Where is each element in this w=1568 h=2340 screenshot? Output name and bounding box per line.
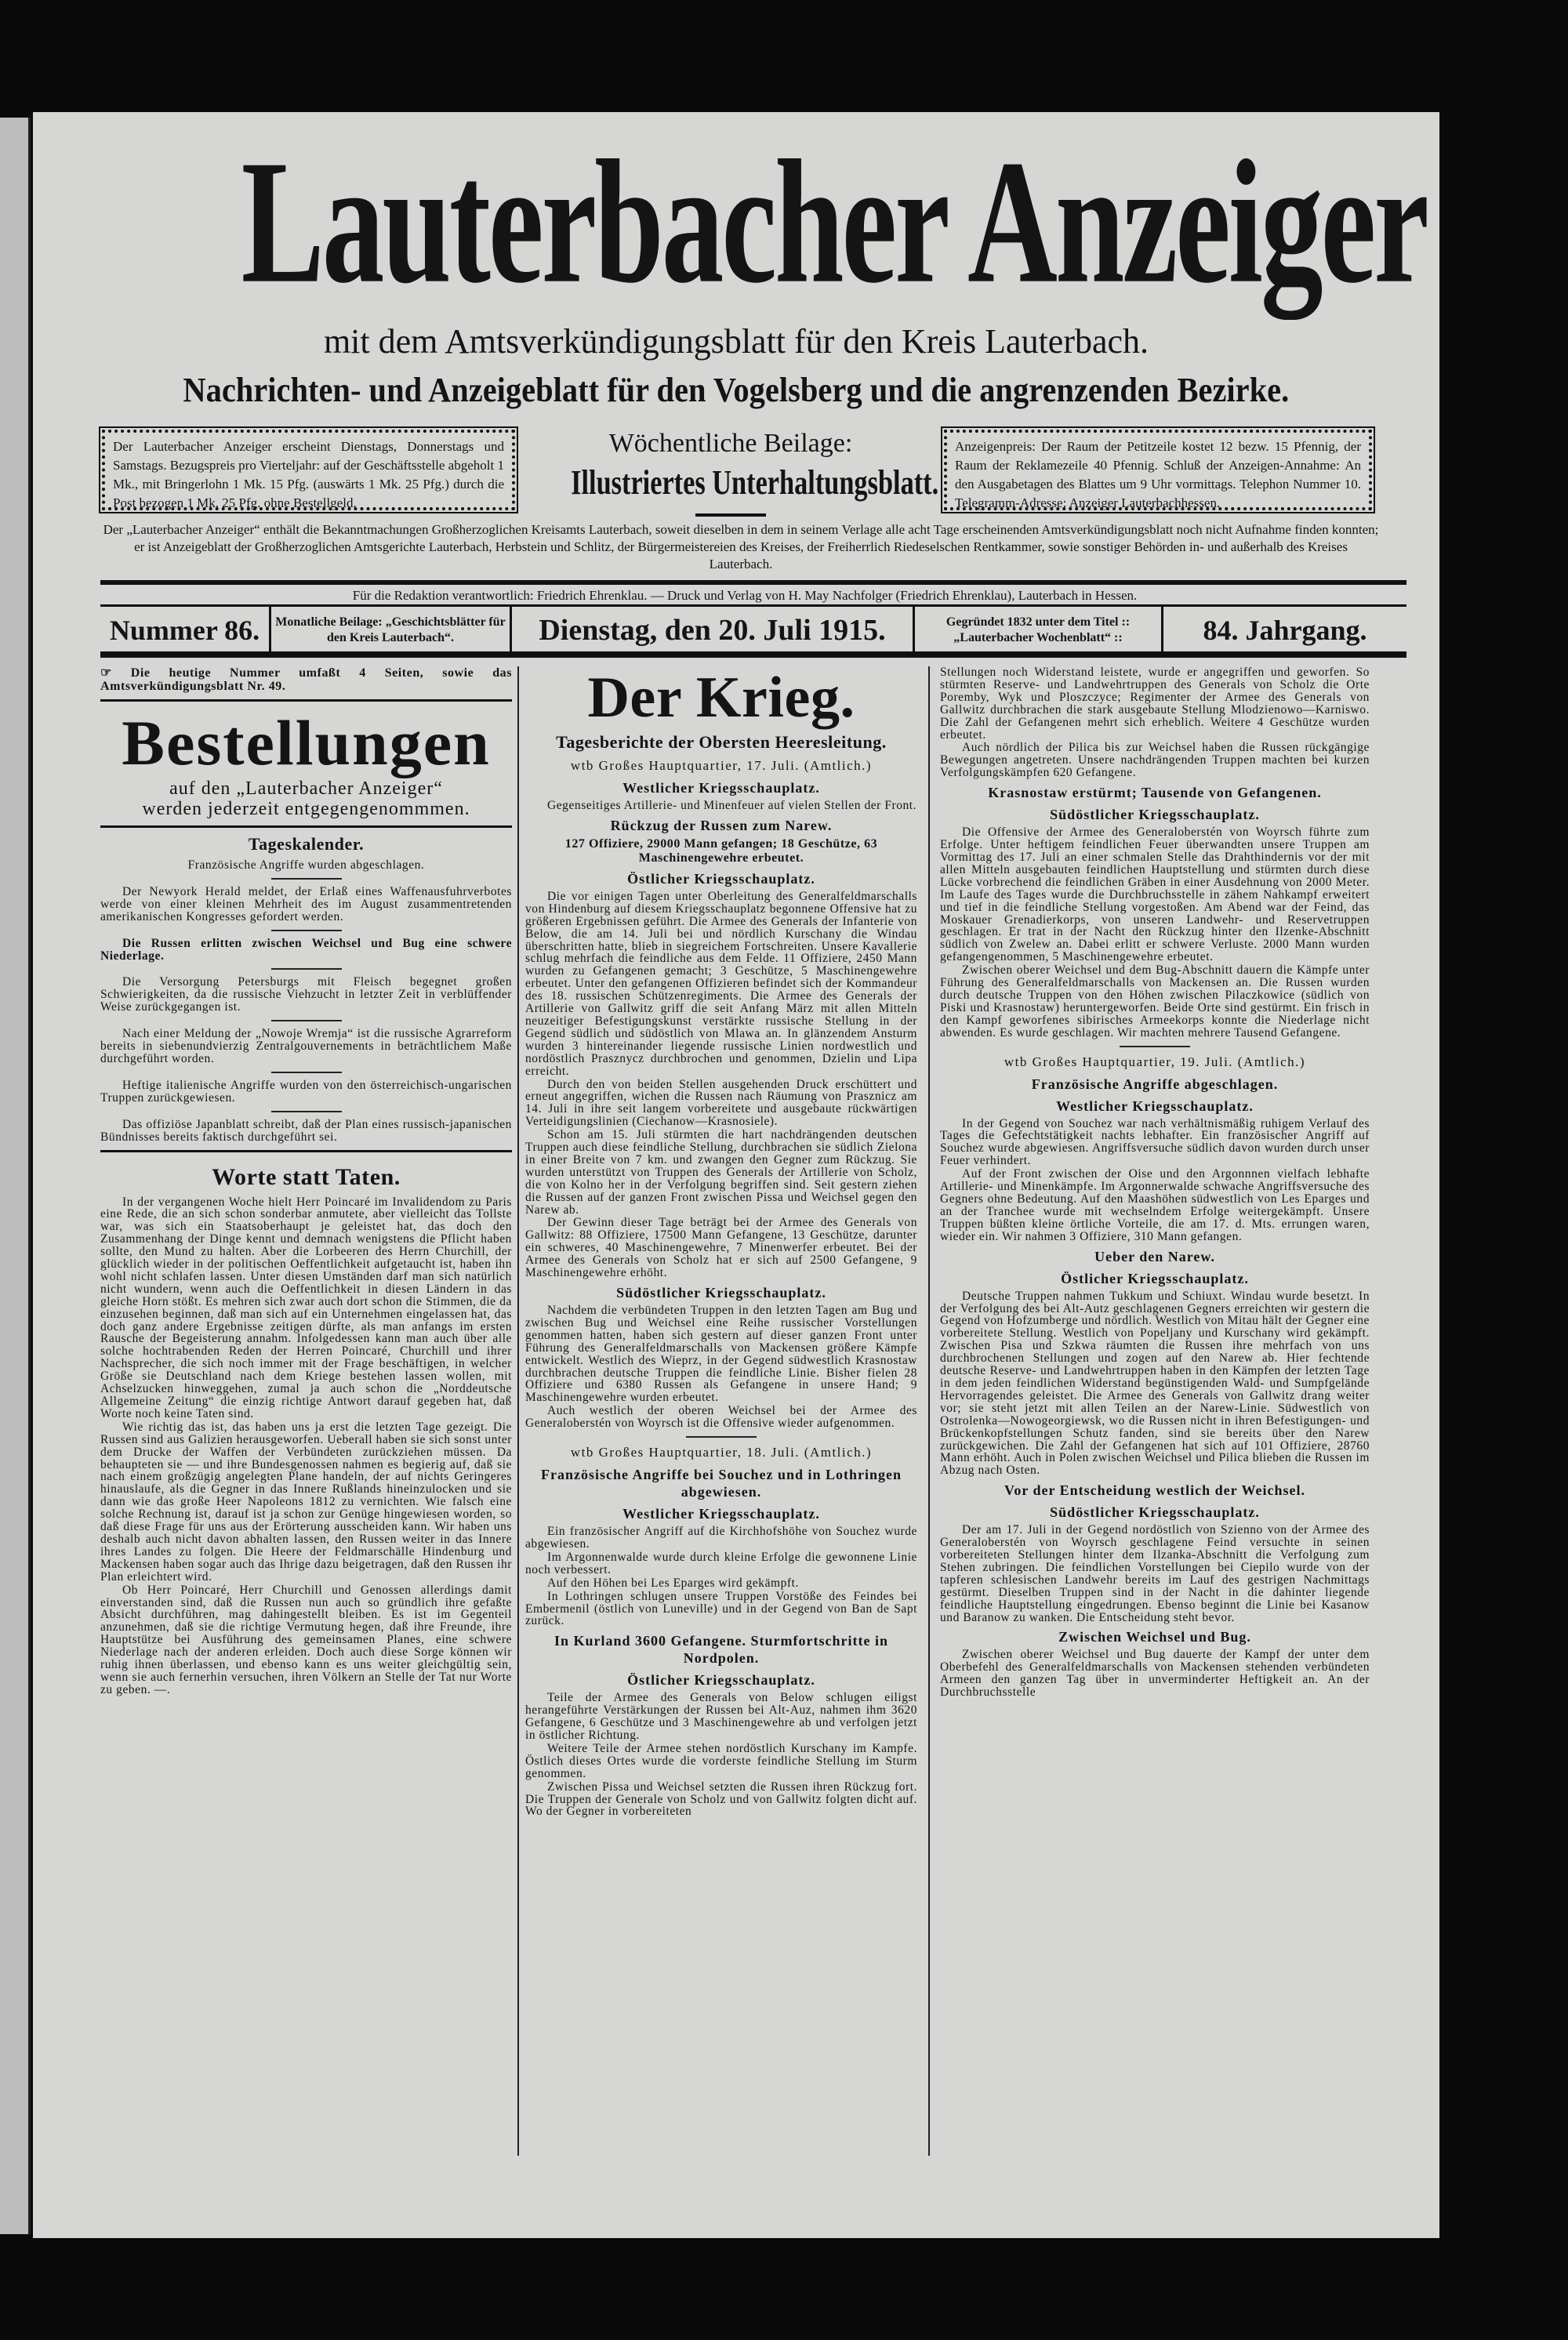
paragraph: In der Gegend von Souchez war nach verhältnismäßig ruhigem Verlauf des Tages die Gefechtstätigkeit nachts lebhafter. Ein französischer Angriff auf Souchez wurde abgewiesen. Angriffsversuche südlich davon wurden durch unser Feuer verhindert. <box>940 1116 1370 1168</box>
section-heading: Östlicher Kriegsschauplatz. <box>1061 1270 1249 1286</box>
divider <box>100 651 1406 658</box>
paragraph: Durch den von beiden Stellen ausgehenden Druck erschüttert und erneut angegriffen, wichen die Russen nach Räumung von Prasznicz am 14. Juli in ihre seit langem vorbereitete und ausgebaute rückwärtigen Verteidigungslinien (Ciechanow—Krasnosiele). <box>525 1077 917 1129</box>
section-heading: Krasnostaw erstürmt; Tausende von Gefangenen. <box>988 785 1322 801</box>
paragraph: Auf der Front zwischen der Oise und den Argonnnen vielfach lebhafte Artillerie- und Minenkämpfe. Im Argonnerwalde schwache Angriffsversuche des Gegners ohne Bedeutung. Auf den Maashöhen südwestlich von Les Eparges und an der Tranchee wurde mit wechselndem Erfolge weitergekämpft. Unsere Truppen büßten kleine örtliche Vorteile, die am 17. d. Mts. errungen waren, wieder ein. Wir nahmen 3 Offiziere, 310 Mann gefangen. <box>940 1167 1370 1243</box>
paragraph: Der Gewinn dieser Tage beträgt bei der Armee des Generals von Gallwitz: 88 Offiziere, 17500 Mann Gefangene, 13 Geschütze, darunter ein schweres, 40 Maschinengewehre, 7 Minenwerfer erbeutet. Bei der Armee des Generals von Scholz hat er sich auf 2500 Gefangene, 9 Maschinengewehre erhöht. <box>525 1216 917 1280</box>
section-heading: Französische Angriffe bei Souchez und in Lothringen abgewiesen. <box>540 1467 902 1500</box>
divider <box>271 968 342 970</box>
subscription-info-box: Der Lauterbacher Anzeiger erscheint Dienstags, Donnerstags und Samstags. Bezugspreis pro Vierteljahr: auf der Geschäftsstelle abgeholt 1 Mk., mit Bringerlohn 1 Mk. 15 Pfg. (auswärts 1 Mk. 25 Pfg.) durch die Post bezogen 1 Mk. 25 Pfg. ohne Bestellgeld. <box>102 430 515 510</box>
divider <box>100 580 1406 585</box>
section-heading: Südöstlicher Kriegsschauplatz. <box>1050 807 1260 823</box>
paragraph: Nach einer Meldung der „Nowoje Wremja“ ist die russische Agrarreform bereits in siebenundvierzig Zentralgouvernements in beträchtlichem Maße durchgeführt worden. <box>100 1027 512 1065</box>
paragraph: Teile der Armee des Generals von Below schlugen eiligst herangeführte Verstärkungen der Russen bei Alt-Auz, nahmen ihm 3620 Gefangene, 6 Geschütze und 3 Maschinengewehre ab und verfolgen jetzt in östlicher Richtung. <box>525 1691 917 1743</box>
divider <box>271 1111 342 1112</box>
issue-number: Nummer 86. <box>100 607 271 654</box>
column-divider <box>517 666 519 2156</box>
paragraph: Heftige italienische Angriffe wurden von den österreichisch-ungarischen Truppen zurückgewiesen. <box>100 1078 512 1105</box>
section-heading: Zwischen Weichsel und Bug. <box>1058 1629 1251 1645</box>
paragraph: Auch nördlich der Pilica bis zur Weichsel haben die Russen rückgängige Bewegungen angetreten. Unsere nachdrängenden Truppen machten bei kurzen Verfolgungskämpfen 620 Gefangene. <box>940 741 1370 780</box>
paragraph: In der vergangenen Woche hielt Herr Poincaré im Invalidendom zu Paris eine Rede, die an sich schon sonderbar anmutete, aber vielleicht das Tollste war, was sich ein Staatsoberhaupt je geleistet hat, das doch den Zusammenhang der Dinge kennt und demnach wenigstens die Pflicht haben sollte, den Mund zu halten. Aber die Lorbeeren des Herrn Churchill, der glücklich wieder in der politischen Oeffentlichkeit aufgetaucht ist, haben ihn wohl nicht schlafen lassen. Unter diesen Umständen darf man sich natürlich nicht wundern, wenn auch die Oeffentlichkeit in diesen Ländern in das gleiche Horn stößt. Es mehren sich zwar auch dort schon die Stimmen, die da einzusehen beginnen, daß man sich auf ein Unternehmen eingelassen hat, das doch ganz andere Ergebnisse zeitigen dürfte, als man anfangs im ersten Rausche der Begeisterung annahm. Infolgedessen kann man auch über alle solche hochtrabenden Reden der Herren Poincaré, Churchill und ihrer Nachsprecher, die sich noch immer mit der Frage beschäftigen, in welcher Größe sie Deutschland nach dem Kriege bestehen lassen wollen, mit Achselzucken hinweggehen, zumal ja auch schon die „Norddeutsche Allgemeine Zeitung“ die einzig richtige Antwort darauf gegeben hat, daß Worte noch keine Taten sind. <box>100 1195 512 1420</box>
paragraph: Nachdem die verbündeten Truppen in den letzten Tagen am Bug und zwischen Bug und Weichsel eine Reihe russischer Vorstellungen genommen hatten, haben sich gestern auf dieser ganzen Front unter Führung des Generalfeldmarschalls von Mackensen größere Kämpfe entwickelt. Westlich des Wieprz, in der Gegend südwestlich Krasnostaw durchbrachen deutsche Truppen die feindliche Linie. Bisher fielen 28 Offiziere und 6380 Russen als Gefangene in unsere Hand; 9 Maschinengewehre wurden erbeutet. <box>525 1304 917 1405</box>
advertising-info-box: Anzeigenpreis: Der Raum der Petitzeile kostet 12 bezw. 15 Pfennig, der Raum der Reklamezeile 40 Pfennig. Schluß der Anzeigen-Annahme: An den Ausgabetagen des Blattes um 9 Uhr vormittags. Telephon Nummer 10. Telegramm-Adresse: Anzeiger Lauterbachhessen. <box>944 430 1372 510</box>
subheadline: auf den „Lauterbacher Anzeiger“ <box>169 778 443 799</box>
paragraph: Auf den Höhen bei Les Eparges wird gekämpft. <box>547 1576 799 1590</box>
masthead-subtitle: mit dem Amtsverkündigungsblatt für den Kreis Lauterbach. <box>323 322 1149 361</box>
issue-bar <box>100 604 1406 654</box>
paragraph: Der am 17. Juli in der Gegend nordöstlich von Szienno von der Armee des Generaloberstén von Woyrsch geschlagene Feind versuchte in seinen vorbereiteten Stellungen hinter dem Ilzanka-Abschnitt die Verfolgung zum Stehen zubringen. Die feindlichen Vorstellungen bei Ciepilo wurde von der tapferen schlesischen Landwehr bereits im Lauf des gestrigen Nachmittags gestürmt. Dieselben Truppen sind in der Nacht in die dahinter liegende feindliche Hauptstellung eingedrungen. Ebenso beginnt die Linie bei Kasanow und Baranow zu wanken. Die Entscheidung steht bevor. <box>940 1523 1370 1624</box>
imprint-line: Für die Redaktion verantwortlich: Friedrich Ehrenklau. — Druck und Verlag von H. May Nachfolger (Friedrich Ehrenklau), Lauterbach in Hessen. <box>352 588 1138 603</box>
column-left <box>100 666 512 2156</box>
section-heading: Östlicher Kriegsschauplatz. <box>627 1672 815 1689</box>
section-heading: Tageskalender. <box>248 834 365 854</box>
masthead-tagline <box>33 371 1439 410</box>
paragraph: Die Russen erlitten zwischen Weichsel und Bug eine schwere Niederlage. <box>100 936 512 963</box>
paragraph: In Lothringen schlugen unsere Truppen Vorstöße des Feindes bei Embermenil (östlich von Luneville) und in der Gegend von Ban de Sapt zurück. <box>525 1589 917 1628</box>
section-heading: Östlicher Kriegsschauplatz. <box>627 870 815 887</box>
paragraph: Stellungen noch Widerstand leistete, wurde er angegriffen und geworfen. So stürmten Reserve- und Landwehrtruppen des Generals von Scholz die Orte Poremby, Wyk und Ploszczyce; Regimenter der Armee des Generals von Gallwitz durchbrachen die stark ausgebaute Stellung Mlodzienowo—Karniswo. Die Zahl der Gefangenen mehrt sich erheblich. Weitere 4 Geschütze wurden erbeutet. <box>940 666 1370 742</box>
section-heading: Tagesberichte der Obersten Heeresleitung. <box>556 732 887 752</box>
masthead-title <box>33 123 1439 320</box>
section-heading: Westlicher Kriegsschauplatz. <box>1056 1097 1254 1114</box>
paragraph: Das offiziöse Japanblatt schreibt, daß der Plan eines russisch-japanischen Bündnisses bereits faktisch durchgeführt sei. <box>100 1117 512 1144</box>
paragraph: Wie richtig das ist, das haben uns ja erst die letzten Tage gezeigt. Die Russen sind aus Galizien herausgeworfen. Ueberall haben sie sich sonst unter dem Drucke der Waffen der Verbündeten zurückziehen müssen. Da behaupteten sie — und ihre Bundesgenossen nahmen es begierig auf, daß sie nach einem großzügig angelegten Plane handeln, der auf nichts Geringeres hinauslaufe, als die Gegner in das Innere Rußlands hineinzulocken und sie dann wie das große Heer Napoleons 1812 zu vernichten. Wie falsch eine solche Rechnung ist, darauf ist ja schon zur Genüge hingewiesen worden, so daß diese Frage für uns aus der Erörterung ausscheiden kann. Wir haben uns deshalb auch nicht davon abhalten lassen, den Russen weiter in das Innere ihres Landes zu folgen. Die Heere der Feldmarschälle Hindenburg und Mackensen haben sogar auch das Ihrige dazu beigetragen, daß den Russen ihr Plan erleichtert wird. <box>100 1420 512 1584</box>
paragraph: Französische Angriffe wurden abgeschlagen. <box>187 858 425 872</box>
paragraph: Schon am 15. Juli stürmten die hart nachdrängenden deutschen Truppen auch diese feindliche Stellung, durchbrachen sie südlich Zielona in einer Breite von 7 km. und zwangen den Gegner zum Rückzug. Sie wurden unterstützt von Truppen des Generals der Artillerie von Scholz, die von Kolno her in der Verfolgung begriffen sind. Seit gestern ziehen die Russen auf der ganzen Front zwischen Pissa und Weichsel gegen den Narew ab. <box>525 1128 917 1217</box>
section-heading: In Kurland 3600 Gefangene. Sturmfortschritte in Nordpolen. <box>554 1633 888 1667</box>
divider <box>271 930 342 931</box>
paragraph: Gegenseitiges Artillerie- und Minenfeuer auf vielen Stellen der Front. <box>547 799 917 812</box>
divider <box>271 1020 342 1021</box>
volume-year: 84. Jahrgang. <box>1203 615 1367 646</box>
monthly-supplement: Monatliche Beilage: „Geschichtsblätter für den Kreis Lauterbach“. <box>271 607 512 654</box>
divider <box>686 1436 757 1438</box>
subheadline: 127 Offiziere, 29000 Mann gefangen; 18 Geschütze, 63 Maschinengewehre erbeutet. <box>564 836 878 865</box>
paragraph: Die Offensive der Armee des Generaloberstén von Woyrsch führte zum Erfolge. Unter heftigem feindlichen Feuer überwandten unsere Truppen am Vormittag des 17. Juli an einer schmalen Stelle das Drahthindernis vor der mit allen Mitteln ausgebauten feindlichen Hauptstellung und stürmten durch diese Lücke vorbrechend die feindlichen Gräben in einer Ausdehnung von 2000 Meter. Im Laufe des Tages wurde die Durchbruchsstelle in zähem Nahkampf erweitert und tief in die feindliche Stellung vorgestoßen. Am Abend war der Feind, das Moskauer Grenadierkorps, von unseren Landwehr- und Reservetruppen geschlagen. Er trat in der Nacht den Rückzug hinter den Ilzenke-Abschnitt südlich von Zwelew an. Dabei erlitt er schwere Verluste. 2000 Mann wurden gefangengenommen, 5 Maschinengewehre erbeutet. <box>940 825 1370 964</box>
supplement-title <box>519 463 942 502</box>
paragraph: Die Versorgung Petersburgs mit Fleisch begegnet großen Schwierigkeiten, da die russische Viehzucht in letzter Zeit in verblüffender Weise zurückgegangen ist. <box>100 975 512 1014</box>
paragraph: Der Newyork Herald meldet, der Erlaß eines Waffenausfuhrverbotes werde von einer kleinen Mehrheit des im August zusammentretenden amerikanischen Kongresses gefordert werden. <box>100 884 512 923</box>
supplement-label: Wöchentliche Beilage: <box>608 429 853 458</box>
column-divider <box>928 666 930 2156</box>
subheadline: werden jederzeit entgegengenommmen. <box>142 799 470 819</box>
newspaper-page <box>33 112 1439 2238</box>
divider <box>100 699 512 702</box>
paragraph: Im Argonnenwalde wurde durch kleine Erfolge die gewonnene Linie noch verbessert. <box>525 1550 917 1576</box>
article-title: Worte statt Taten. <box>212 1163 401 1190</box>
paragraph: Ob Herr Poincaré, Herr Churchill und Genossen allerdings damit einverstanden sind, daß die Russen nun auch so gründlich ihre gefaßte Absicht durchführen, mag dahingestellt bleiben. Es ist im Gegenteil anzunehmen, daß sie die richtige Vermutung hegen, daß ihre Freunde, ihre Hauptstütze bei Ausführung des gemeinsamen Planes, eine schwere Niederlage nach der anderen erleiden. Doch auch diese Sorge können wir ruhig ihnen überlassen, und ebenso kann es uns weiter gleichgültig sein, wenn sie auch fernerhin versuchen, ihren Völkern an Stelle der Tat nur Worte zu geben. —. <box>100 1583 512 1696</box>
founding-note: Gegründet 1832 unter dem Titel :: „Lauterbacher Wochenblatt“ :: <box>915 607 1163 654</box>
divider <box>1120 1046 1190 1047</box>
section-heading: Rückzug der Russen zum Narew. <box>610 817 833 833</box>
divider <box>100 1150 512 1152</box>
section-heading: Westlicher Kriegsschauplatz. <box>622 1506 820 1522</box>
section-heading: Südöstlicher Kriegsschauplatz. <box>1050 1504 1260 1521</box>
headline: Der Krieg. <box>587 666 855 730</box>
divider <box>271 1072 342 1073</box>
dateline: wtb Großes Hauptquartier, 19. Juli. (Amtlich.) <box>1004 1054 1306 1069</box>
paragraph: Die vor einigen Tagen unter Oberleitung des Generalfeldmarschalls von Hindenburg auf diesem Kriegsschauplatz begonnene Offensive hat zu größeren Ergebnissen geführt. Die Armee des Generals der Infanterie von Below, die am 14. Juli bei und nördlich Kurschany die Windau überschritten hatte, blieb in siegreichem Fortschreiten. Unsere Kavallerie schlug mehrfach die feindliche aus dem Felde. 11 Offiziere, 2450 Mann wurden zu Gefangenen gemacht; 3 Geschütze, 5 Maschinengewehre erbeutet. Unter den gefangenen Offizieren befindet sich der Kommandeur des 18. russischen Schützenregiments. Die Armee des Generals der Artillerie von Gallwitz griff die seit Anfang März mit allen Mitteln neuzeitiger Befestigungskunst verstärkte russische Stellung in der Gegend südlich und südöstlich von Mlawa an. In glänzendem Ansturm wurden 3 hintereinander liegende russische Linien nordwestlich und nordöstlich Prasznycz durchbrochen und genommen, Dzielin und Lipa erreicht. <box>525 889 917 1078</box>
paragraph: Zwischen oberer Weichsel und dem Bug-Abschnitt dauern die Kämpfe unter Führung des Generalfeldmarschalls von Mackensen an. Die Russen wurden durch deutsche Truppen von den Höhen zwischen Pilaczkowice (südlich von Piski und Krasnostaw) heruntergeworfen. Beide Orte sind gestürmt. Ein frisch in den Kampf geworfenes sibirisches Armeekorps konnte die Niederlage nicht abwenden. Es wurde geschlagen. Wir machten mehrere Tausend Gefangene. <box>940 963 1370 1039</box>
issue-date: Dienstag, den 20. Juli 1915. <box>512 607 915 654</box>
divider <box>271 878 342 880</box>
paragraph: Zwischen oberer Weichsel und Bug dauerte der Kampf der unter dem Oberbefehl des Generalfeldmarschalls von Mackensen stehenden verbündeten Armeen den ganzen Tag über in unverminderter Heftigkeit an. An der Durchbruchsstelle <box>940 1648 1370 1700</box>
supplement-title-text: Illustriertes Unterhaltungsblatt. <box>571 463 939 502</box>
masthead-tagline-text: Nachrichten- und Anzeigeblatt für den Vogelsberg und die angrenzenden Bezirke. <box>183 371 1290 409</box>
divider <box>100 825 512 828</box>
divider <box>695 513 766 517</box>
paragraph: Deutsche Truppen nahmen Tukkum und Schiuxt. Windau wurde besetzt. In der Verfolgung des bei Alt-Autz geschlagenen Gegners erreichten wir gestern die Gegend von Hofzumberge und nördlich. Westlich von Mitau hält der Gegner eine vorbereitete Stellung. Westlich von Popeljany und Kurschany wird gekämpft. Zwischen Pisa und Szkwa räumten die Russen ihre mehrfach von uns durchbrochenen Stellungen und zogen auf den Narew ab. Hier fechtende deutsche Reserve- und Landwehrtruppen haben in den Kämpfen der letzten Tage in dem jeden feindlichen Widerstand begünstigenden Wald- und Sumpfgelände Hervorragendes geleistet. Die Armee des Generals von Gallwitz drang weiter vor; sie steht jetzt mit allen Teilen an der Narew-Linie. Südwestlich von Ostrolenka—Nowogeorgiewsk, wo die Russen nicht in ihren Befestigungen- und Brückenkopfstellungen Schutz fanden, sind sie bereits über den Narew zurückgewichen. Die Zahl der Gefangenen hat sich auf 101 Offiziere, 28760 Mann erhöht. Auch in Polen zwischen Weichsel und Pilica blieben die Russen im Abzug nach Osten. <box>940 1289 1370 1478</box>
section-heading: Vor der Entscheidung westlich der Weichsel. <box>1004 1482 1306 1499</box>
paragraph: Ein französischer Angriff auf die Kirchhofshöhe von Souchez wurde abgewiesen. <box>525 1525 917 1551</box>
section-heading: Französische Angriffe abgeschlagen. <box>1031 1076 1279 1092</box>
dateline: wtb Großes Hauptquartier, 18. Juli. (Amtlich.) <box>570 1445 873 1460</box>
section-heading: Ueber den Narew. <box>1094 1248 1215 1264</box>
publisher-notice: Der „Lauterbacher Anzeiger“ enthält die Bekanntmachungen Großherzoglichen Kreisamts Lauterbach, soweit dieselben in dem in seinem Verlage alle acht Tage erscheinenden Amtsverkündigungsblatt noch nicht Aufnahme finden konnten; er ist Anzeigeblatt der Großherzoglichen Amtsgerichte Lauterbach, Herbstein und Schlitz, der Bürgermeistereien des Kreises, der Freiherrlich Riedeselschen Rentkammer, sowie sonstiger Behörden in- und außerhalb des Kreises Lauterbach. <box>103 522 1379 571</box>
column-right <box>940 666 1370 2156</box>
section-heading: Westlicher Kriegsschauplatz. <box>622 780 820 796</box>
issue-notice: ☞ Die heutige Nummer umfaßt 4 Seiten, sowie das Amtsverkündigungsblatt Nr. 49. <box>100 666 512 693</box>
paragraph: Auch westlich der oberen Weichsel bei der Armee des Generaloberstén von Woyrsch ist die Offensive wieder aufgenommen. <box>525 1404 917 1431</box>
paragraph: Zwischen Pissa und Weichsel setzten die Russen ihren Rückzug fort. Die Truppen der Generale von Scholz und von Gallwitz folgten dicht auf. Wo der Gegner in vorbereiteten <box>525 1779 917 1819</box>
headline: Bestellungen <box>122 707 491 778</box>
dateline: wtb Großes Hauptquartier, 17. Juli. (Amtlich.) <box>570 758 873 773</box>
column-middle <box>525 666 917 2156</box>
section-heading: Südöstlicher Kriegsschauplatz. <box>616 1285 826 1301</box>
adjacent-page-edge <box>0 118 31 2234</box>
paragraph: Weitere Teile der Armee stehen nordöstlich Kurschany im Kampfe. Östlich dieses Ortes wurde die vorderste feindliche Stellung im Sturm genommen. <box>525 1741 917 1780</box>
masthead-title-text: Lauterbacher Anzeiger <box>241 123 1427 320</box>
